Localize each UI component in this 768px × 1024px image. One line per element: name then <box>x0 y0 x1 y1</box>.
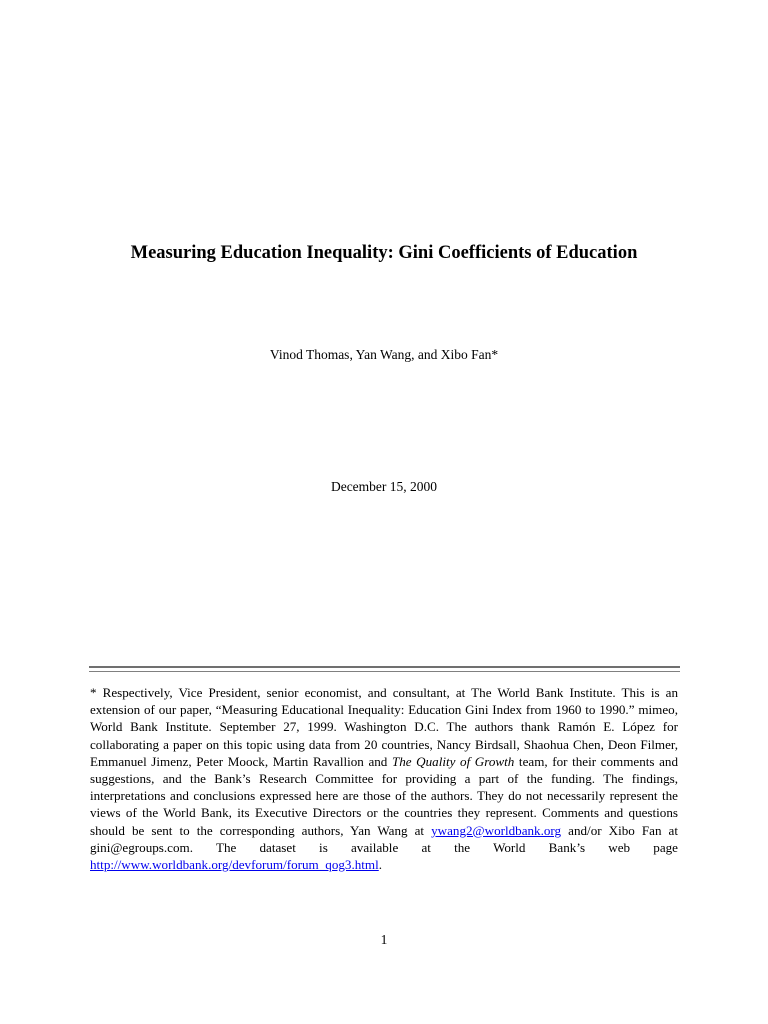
paper-authors: Vinod Thomas, Yan Wang, and Xibo Fan* <box>269 347 499 362</box>
footnote-italic-title: The Quality of Growth <box>391 753 515 769</box>
paper-date: December 15, 2000 <box>330 479 438 494</box>
footnote-divider-top <box>89 666 680 668</box>
paper-title: Measuring Education Inequality: Gini Coefficients of Education <box>130 243 638 263</box>
dataset-url-link[interactable]: http://www.worldbank.org/devforum/forum_qog3.html <box>90 857 379 873</box>
footnote-text-1: * Respectively, Vice President, senior economist, and consultant, at The World Bank Institute. This is an extension of our paper, “Measuring Educational Inequality: Education Gini Index from 1960 to 1990.” mimeo, World Bank Institute. September 27, 1999. Washington D.C. The authors thank Ramón E. López for collaborating a paper on this topic using data from 20 countries, Nancy Birdsall, Shaohua Chen, Deon Filmer, Emmanuel Jimenz, Peter Moock, Martin Ravallion and <box>90 685 678 769</box>
footnote-text-4: . <box>378 857 383 873</box>
footnote-divider-bottom <box>89 671 680 672</box>
email-link[interactable]: ywang2@worldbank.org <box>431 822 562 838</box>
footnote-text-3: and/or Xibo Fan at gini@egroups.com. The dataset is available at the World Bank’s web page <box>90 822 678 855</box>
footnote <box>90 684 678 873</box>
footnote-text-2: team, for their comments and suggestions, and the Bank’s Research Committee for providing a part of the funding. The findings, interpretations and conclusions expressed here are those of the authors. They do not necessarily represent the views of the World Bank, its Executive Directors or the countries they represent. Comments and questions should be sent to the corresponding authors, Yan Wang at <box>90 753 678 838</box>
page-number: 1 <box>380 932 388 947</box>
